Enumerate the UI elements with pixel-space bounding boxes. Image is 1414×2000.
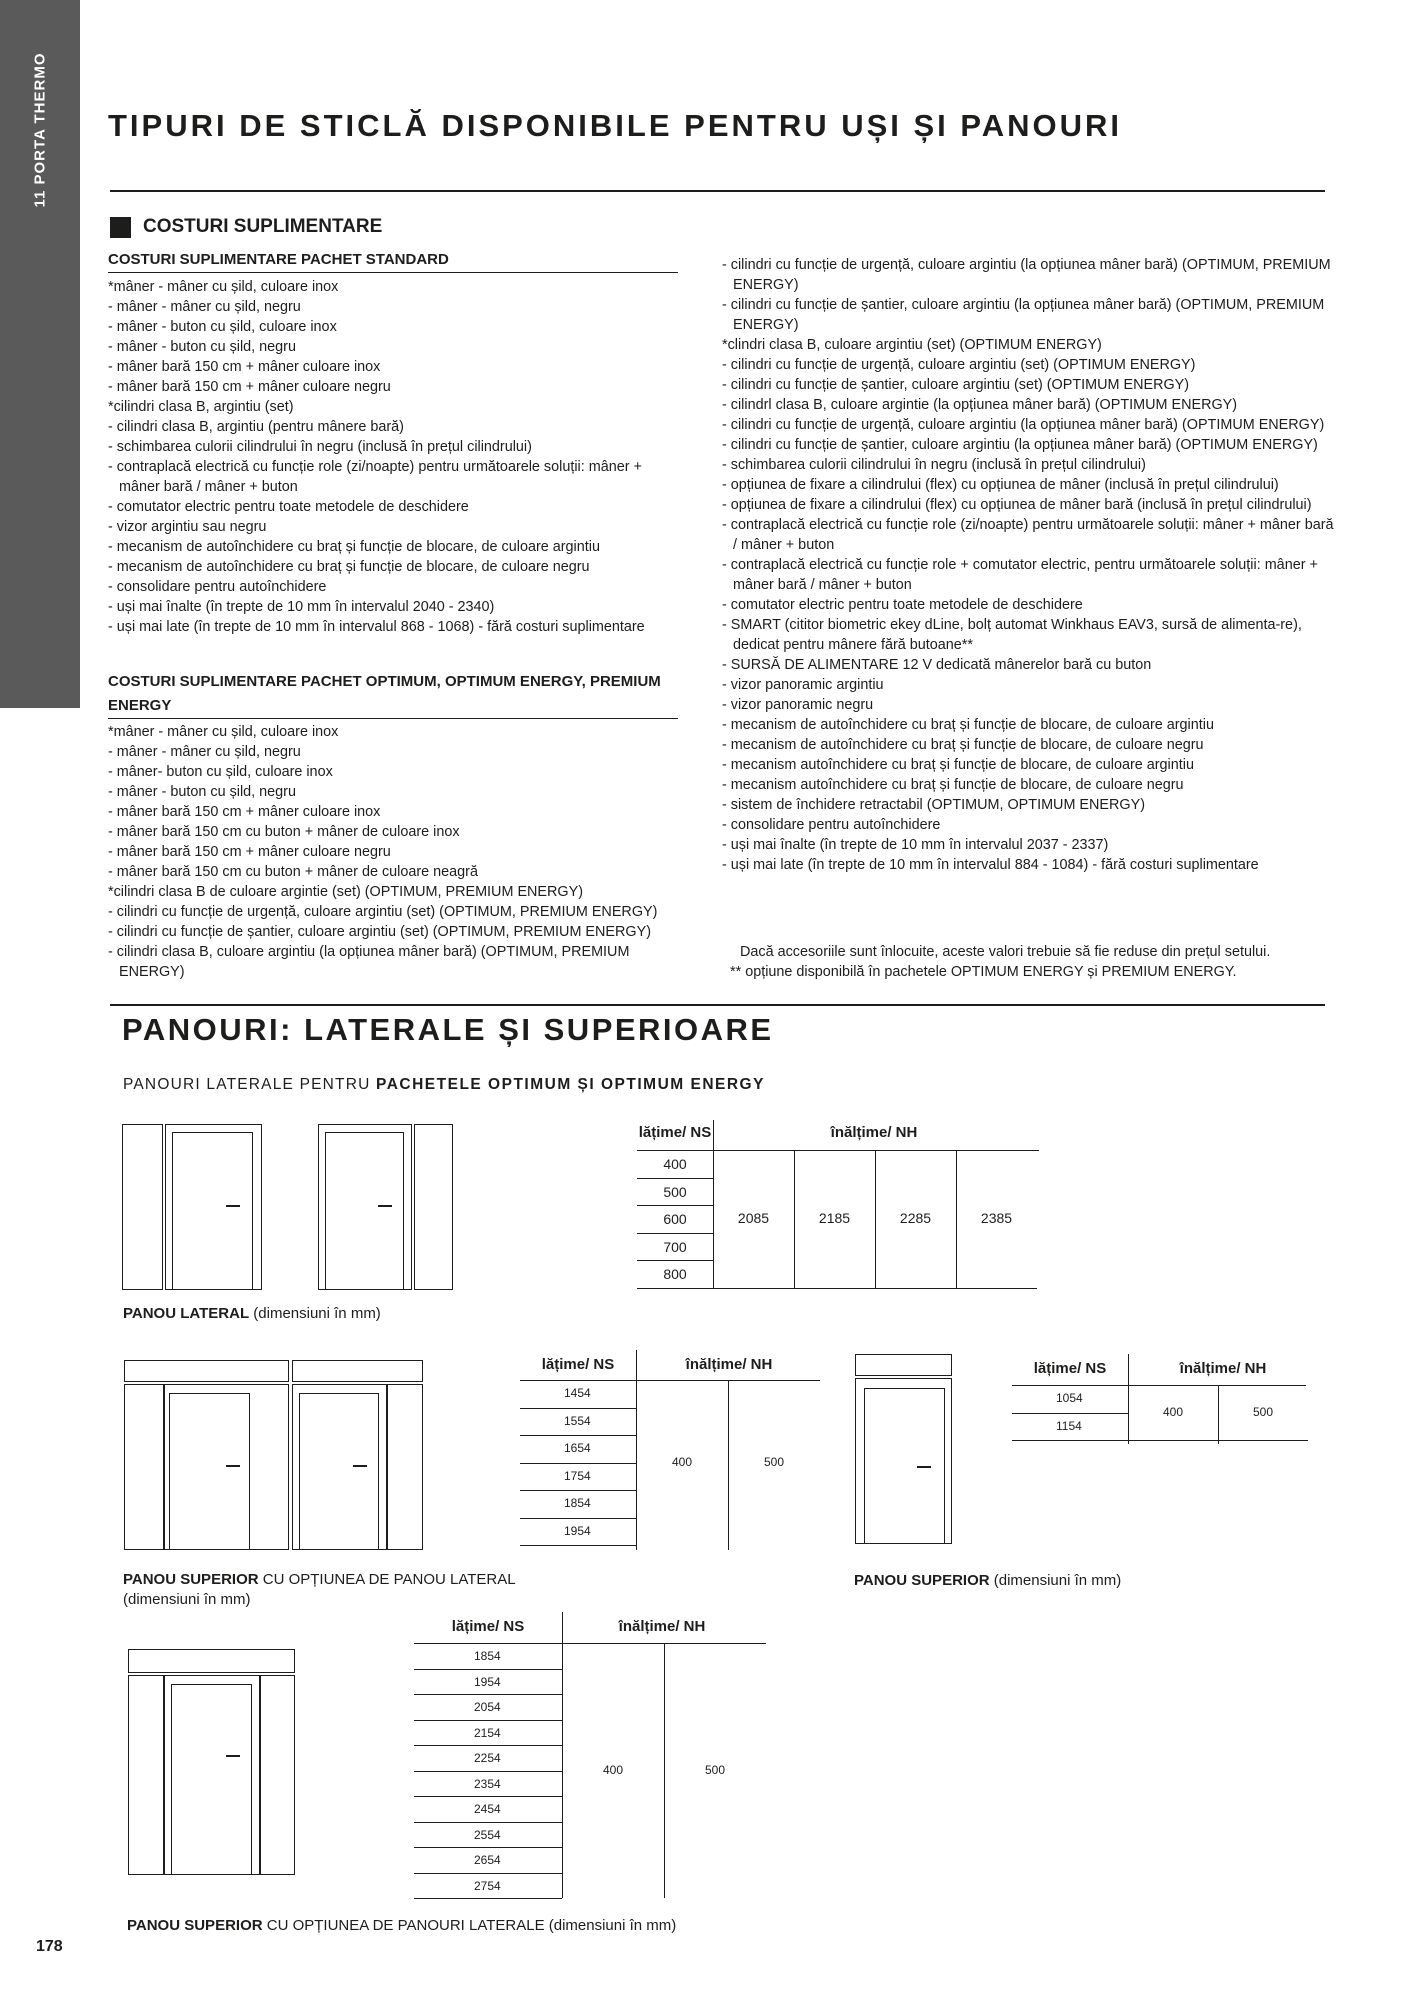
row-rule xyxy=(637,1233,713,1234)
table-header-height: înălțime/ NH xyxy=(1179,1360,1267,1377)
width-cell: 1954 xyxy=(474,1674,501,1689)
row-rule xyxy=(637,1288,713,1289)
door-leaf xyxy=(299,1393,379,1550)
list-item: - mâner bară 150 cm + mâner culoare inox xyxy=(108,804,381,820)
side-panel xyxy=(122,1124,163,1290)
list-item: - mâner - mâner cu șild, negru xyxy=(108,299,301,315)
height-cell: 2085 xyxy=(737,1210,770,1227)
width-cell: 2654 xyxy=(474,1853,501,1867)
caption-bold: PANOU LATERAL xyxy=(123,1305,250,1322)
height-cell: 2385 xyxy=(980,1210,1013,1227)
caption-top-laterals xyxy=(127,1916,676,1936)
door-leaf xyxy=(864,1388,945,1544)
list-item: - vizor argintiu sau negru xyxy=(108,519,267,535)
list-item: - schimbarea culorii cilindrului în negru (inclusă în prețul cilindrului) xyxy=(108,439,532,455)
width-cell: 1454 xyxy=(564,1386,591,1400)
note-line-1: Dacă accesoriile sunt înlocuite, aceste valori trebuie să fie reduse din prețul setului. xyxy=(740,944,1271,960)
note-line-2: ** opțiune disponibilă în pachetele OPTIMUM ENERGY și PREMIUM ENERGY. xyxy=(730,964,1237,980)
width-cell: 1854 xyxy=(564,1496,591,1510)
top-panel xyxy=(128,1649,295,1673)
row-rule xyxy=(520,1435,636,1436)
height-cell: 500 xyxy=(704,1763,726,1778)
width-cell: 800 xyxy=(663,1266,687,1282)
list-item: *mâner - mâner cu șild, culoare inox xyxy=(108,724,339,740)
table-divider xyxy=(562,1612,563,1898)
top-panel xyxy=(292,1360,423,1382)
door-leaf xyxy=(171,1684,252,1875)
panels-subtitle-bold: PACHETELE OPTIMUM ȘI OPTIMUM ENERGY xyxy=(376,1076,765,1093)
table-divider xyxy=(956,1150,957,1288)
caption-lateral xyxy=(123,1304,381,1324)
standard-costs-list xyxy=(108,277,683,637)
row-rule xyxy=(414,1720,562,1721)
panels-subtitle xyxy=(123,1076,765,1094)
list-item: - vizor panoramic argintiu xyxy=(722,677,884,693)
row-rule xyxy=(414,1847,562,1848)
list-item: - contraplacă electrică cu funcție role + comutator electric, pentru următoarele soluții: mâner + mâner bară / mâner + buton xyxy=(722,557,1318,593)
subheading-standard: COSTURI SUPLIMENTARE PACHET STANDARD xyxy=(108,248,678,273)
list-item: - cilindri cu funcție de șantier, culoare argintiu (la opțiunea mâner bară) (OPTIMUM, PREMIUM ENERGY) xyxy=(722,297,1325,333)
door-leaf xyxy=(169,1393,250,1550)
list-item: - contraplacă electrică cu funcție role (zi/noapte) pentru următoarele soluții: mâner + mâner bară / mâner + buton xyxy=(722,517,1334,553)
width-cell: 2454 xyxy=(474,1802,501,1816)
list-item: - opțiunea de fixare a cilindrului (flex) cu opțiunea de mâner (inclusă în prețul cilindrului) xyxy=(722,477,1279,493)
table-divider xyxy=(713,1120,714,1288)
width-cell: 1154 xyxy=(1056,1418,1082,1433)
table-rule xyxy=(520,1380,820,1381)
panels-subtitle-plain: PANOURI LATERALE PENTRU xyxy=(123,1076,377,1093)
caption-rest: CU OPȚIUNEA DE PANOU LATERAL xyxy=(258,1571,516,1588)
row-rule xyxy=(520,1518,636,1519)
height-cell: 400 xyxy=(671,1455,693,1470)
table-header-height: înălțime/ NH xyxy=(830,1124,918,1141)
list-item: - mâner - buton cu șild, culoare inox xyxy=(108,319,337,335)
list-item: - mâner bară 150 cm + mâner culoare inox xyxy=(108,359,381,375)
door-leaf xyxy=(172,1132,253,1290)
table-divider xyxy=(636,1350,637,1550)
list-item: - comutator electric pentru toate metodele de deschidere xyxy=(722,597,1083,613)
width-cell: 1054 xyxy=(1056,1391,1083,1405)
width-cell: 1754 xyxy=(564,1468,591,1483)
side-tab xyxy=(0,0,80,708)
list-item: - cilindri cu funcție de șantier, culoare argintiu (set) (OPTIMUM, PREMIUM ENERGY) xyxy=(108,924,651,940)
row-rule xyxy=(1012,1440,1128,1441)
row-rule xyxy=(1012,1413,1128,1414)
list-item: *cilindri clasa B, argintiu (set) xyxy=(108,399,294,415)
list-item: - mecanism de autoînchidere cu braț și funcție de blocare, de culoare argintiu xyxy=(108,539,600,555)
row-rule xyxy=(1128,1440,1308,1441)
list-item: - comutator electric pentru toate metodele de deschidere xyxy=(108,499,469,515)
door-leaf xyxy=(325,1132,404,1290)
caption-line-2: (dimensiuni în mm) xyxy=(123,1591,251,1608)
caption-bold: PANOU SUPERIOR xyxy=(854,1572,990,1589)
table-header-width: lățime/ NS xyxy=(1033,1360,1107,1377)
row-rule xyxy=(414,1898,562,1899)
caption-top-lateral xyxy=(123,1570,516,1610)
width-cell: 2554 xyxy=(474,1827,501,1842)
height-cell: 2185 xyxy=(818,1210,851,1227)
optimum-costs-list xyxy=(108,722,683,982)
width-cell: 2354 xyxy=(474,1776,501,1791)
height-cell: 2285 xyxy=(899,1210,932,1227)
list-item: - cilindri cu funcție de urgență, culoare argintiu (set) (OPTIMUM ENERGY) xyxy=(722,357,1196,373)
caption-bold: PANOU SUPERIOR xyxy=(123,1571,259,1588)
list-item: - uși mai late (în trepte de 10 mm în intervalul 884 - 1084) - fără costuri suplimentare xyxy=(722,857,1259,873)
list-item: - mecanism de autoînchidere cu braț și funcție de blocare, de culoare negru xyxy=(722,737,1204,753)
table-header-height: înălțime/ NH xyxy=(618,1618,706,1635)
panel-divider xyxy=(259,1675,261,1875)
title-rule xyxy=(110,190,1325,192)
list-item: - cilindri cu funcție de șantier, culoare argintiu (set) (OPTIMUM ENERGY) xyxy=(722,377,1190,393)
table-header-width: lățime/ NS xyxy=(638,1124,712,1141)
list-item: - mecanism de autoînchidere cu braț și funcție de blocare, de culoare argintiu xyxy=(722,717,1214,733)
side-tab-label: 11 PORTA THERMO xyxy=(31,52,49,208)
width-cell: 2054 xyxy=(474,1700,501,1714)
table-header-height: înălțime/ NH xyxy=(685,1356,773,1373)
panel-divider xyxy=(386,1384,388,1550)
door-handle-icon xyxy=(353,1465,367,1467)
caption-top xyxy=(854,1571,1121,1591)
top-panel xyxy=(124,1360,289,1382)
table-header-width: lățime/ NS xyxy=(541,1356,615,1373)
list-item: - consolidare pentru autoînchidere xyxy=(722,817,941,833)
table-divider xyxy=(794,1150,795,1288)
panel-divider xyxy=(163,1384,165,1550)
width-cell: 700 xyxy=(663,1238,687,1255)
table-rule xyxy=(1012,1385,1306,1386)
list-item: - contraplacă electrică cu funcție role (zi/noapte) pentru următoarele soluții: mâner + mâner bară / mâner + buton xyxy=(108,459,642,495)
list-item: - uși mai late (în trepte de 10 mm în intervalul 868 - 1068) - fără costuri suplimentare xyxy=(108,619,645,635)
caption-bold: PANOU SUPERIOR xyxy=(127,1917,263,1934)
width-cell: 2154 xyxy=(474,1725,501,1740)
subheading-optimum: COSTURI SUPLIMENTARE PACHET OPTIMUM, OPTIMUM ENERGY, PREMIUM ENERGY xyxy=(108,670,678,719)
list-item: - vizor panoramic negru xyxy=(722,697,874,713)
width-cell: 600 xyxy=(663,1211,687,1227)
row-rule xyxy=(414,1669,562,1670)
list-item: - schimbarea culorii cilindrului în negru (inclusă în prețul cilindrului) xyxy=(722,457,1146,473)
list-item: *cilindri clasa B de culoare argintie (set) (OPTIMUM, PREMIUM ENERGY) xyxy=(108,884,584,900)
door-handle-icon xyxy=(917,1466,931,1468)
width-cell: 1854 xyxy=(474,1649,501,1663)
list-item: - mâner bară 150 cm + mâner culoare negru xyxy=(108,844,391,860)
row-rule xyxy=(637,1178,713,1179)
list-item: - mecanism autoînchidere cu braț și funcție de blocare, de culoare argintiu xyxy=(722,757,1194,773)
panels-rule xyxy=(110,1004,1325,1006)
table-header-width: lățime/ NS xyxy=(451,1618,525,1635)
table-divider xyxy=(1128,1354,1129,1444)
list-item: - cilindri clasa B, culoare argintiu (la opțiunea mâner bară) (OPTIMUM, PREMIUM ENERGY) xyxy=(108,944,630,980)
table-rule xyxy=(414,1643,766,1644)
square-bullet-icon xyxy=(110,217,131,238)
list-item: - cilindrl clasa B, culoare argintie (la opțiunea mâner bară) (OPTIMUM ENERGY) xyxy=(722,397,1238,413)
caption-rest: (dimensiuni în mm) xyxy=(249,1305,381,1322)
list-item: - mâner- buton cu șild, culoare inox xyxy=(108,764,333,780)
list-item: - mecanism de autoînchidere cu braț și funcție de blocare, de culoare negru xyxy=(108,559,590,575)
list-item: - mâner bară 150 cm cu buton + mâner de culoare neagră xyxy=(108,864,478,880)
width-cell: 1954 xyxy=(564,1523,591,1538)
row-rule xyxy=(713,1288,1037,1289)
section-heading-text: COSTURI SUPLIMENTARE xyxy=(143,216,383,237)
list-item: - SURSĂ DE ALIMENTARE 12 V dedicată mânerelor bară cu buton xyxy=(722,657,1152,673)
list-item: *clindri clasa B, culoare argintiu (set) (OPTIMUM ENERGY) xyxy=(722,337,1102,353)
width-cell: 2754 xyxy=(474,1878,501,1893)
table-divider xyxy=(875,1150,876,1288)
caption-rest: CU OPȚIUNEA DE PANOURI LATERALE (dimensiuni în mm) xyxy=(262,1917,677,1934)
height-cell: 500 xyxy=(1252,1405,1274,1420)
list-item: - mecanism autoînchidere cu braț și funcție de blocare, de culoare negru xyxy=(722,777,1184,793)
height-cell: 400 xyxy=(602,1763,624,1778)
door-handle-icon xyxy=(378,1205,392,1207)
row-rule xyxy=(637,1205,713,1206)
list-item: - uși mai înalte (în trepte de 10 mm în intervalul 2037 - 2337) xyxy=(722,837,1109,853)
list-item: - cilindri cu funcție de șantier, culoare argintiu (la opțiunea mâner bară) (OPTIMUM ENERGY) xyxy=(722,437,1318,453)
list-item: - uși mai înalte (în trepte de 10 mm în intervalul 2040 - 2340) xyxy=(108,599,495,615)
row-rule xyxy=(414,1745,562,1746)
list-item: *mâner - mâner cu șild, culoare inox xyxy=(108,279,339,295)
height-cell: 500 xyxy=(763,1455,785,1470)
row-rule xyxy=(414,1771,562,1772)
list-item: - cilindri cu funcție de urgență, culoare argintiu (set) (OPTIMUM, PREMIUM ENERGY) xyxy=(108,904,658,920)
list-item: - mâner bară 150 cm + mâner culoare negru xyxy=(108,379,391,395)
row-rule xyxy=(414,1694,562,1695)
width-cell: 1654 xyxy=(564,1441,591,1455)
list-item: - cilindri cu funcție de urgență, culoare argintiu (la opțiunea mâner bară) (OPTIMUM, PREMIUM ENERGY) xyxy=(722,257,1331,293)
list-item: - mâner - buton cu șild, negru xyxy=(108,784,296,800)
door-handle-icon xyxy=(226,1755,240,1757)
row-rule xyxy=(520,1490,636,1491)
table-rule xyxy=(637,1150,1039,1151)
list-item: - SMART (cititor biometric ekey dLine, bolț automat Winkhaus EAV3, sursă de alimenta-re), dedicat pentru mânere fără butoane** xyxy=(722,617,1302,653)
height-cell: 400 xyxy=(1162,1405,1184,1420)
panels-title: PANOURI: LATERALE ȘI SUPERIOARE xyxy=(122,1012,774,1047)
right-costs-list xyxy=(722,255,1334,875)
width-cell: 400 xyxy=(663,1156,687,1172)
width-cell: 2254 xyxy=(474,1751,501,1765)
width-cell: 1554 xyxy=(564,1413,591,1428)
door-handle-icon xyxy=(226,1465,240,1467)
row-rule xyxy=(414,1873,562,1874)
list-item: - mâner - buton cu șild, negru xyxy=(108,339,296,355)
width-cell: 500 xyxy=(663,1183,687,1200)
row-rule xyxy=(414,1822,562,1823)
row-rule xyxy=(520,1408,636,1409)
list-item: - consolidare pentru autoînchidere xyxy=(108,579,327,595)
row-rule xyxy=(520,1545,636,1546)
list-item: - mâner - mâner cu șild, negru xyxy=(108,744,301,760)
row-rule xyxy=(414,1796,562,1797)
list-item: - mâner bară 150 cm cu buton + mâner de culoare inox xyxy=(108,824,460,840)
side-panel xyxy=(414,1124,453,1290)
top-panel xyxy=(855,1354,952,1376)
row-rule xyxy=(520,1463,636,1464)
list-item: - sistem de închidere retractabil (OPTIMUM, OPTIMUM ENERGY) xyxy=(722,797,1145,813)
section-heading-costs xyxy=(110,216,382,238)
page-number: 178 xyxy=(36,1938,63,1955)
panel-divider xyxy=(163,1675,165,1875)
list-item: - opțiunea de fixare a cilindrului (flex) cu opțiunea de mâner bară (inclusă în prețul cilindrului) xyxy=(722,497,1312,513)
door-handle-icon xyxy=(226,1205,240,1207)
price-note xyxy=(730,942,1340,982)
list-item: - cilindri cu funcție de urgență, culoare argintiu (la opțiunea mâner bară) (OPTIMUM ENERGY) xyxy=(722,417,1325,433)
page-title: TIPURI DE STICLĂ DISPONIBILE PENTRU UȘI ȘI PANOURI xyxy=(108,108,1123,143)
list-item: - cilindri clasa B, argintiu (pentru mânere bară) xyxy=(108,419,404,435)
caption-rest: (dimensiuni în mm) xyxy=(989,1572,1122,1589)
row-rule xyxy=(637,1260,713,1261)
